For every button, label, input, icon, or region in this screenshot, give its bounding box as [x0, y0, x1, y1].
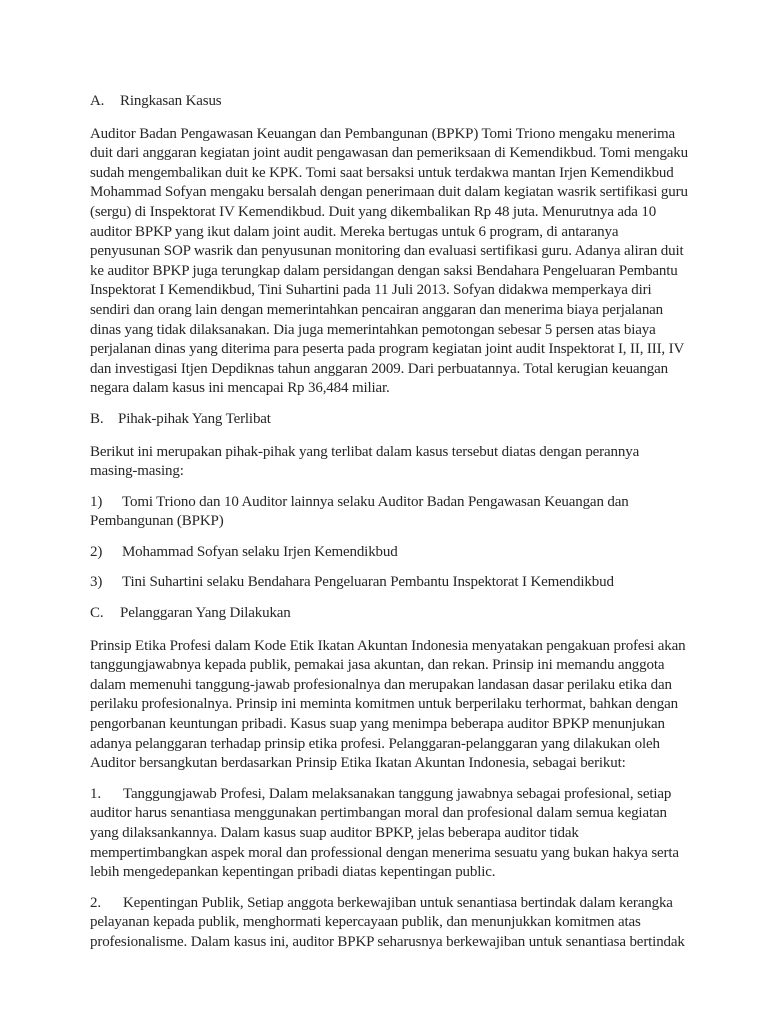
party-item	[90, 543, 688, 563]
party-item-number: 1)	[90, 493, 103, 510]
party-item	[90, 493, 688, 532]
section-c-paragraph: Prinsip Etika Profesi dalam Kode Etik Ikatan Akuntan Indonesia menyatakan pengakuan profesi akan tanggungjawabnya kepada publik, pemakai jasa akuntan, dan rekan. Prinsip ini memandu anggota dalam memenuhi tanggung-jawab profesionalnya dan merupakan landasan dasar perilaku etika dan perilaku profesionalnya. Prinsip ini meminta komitmen untuk berperilaku terhormat, bahkan dengan pengorbanan keuntungan pribadi. Kasus suap yang menimpa beberapa auditor BPKP menunjukan adanya pelanggaran terhadap prinsip etika profesi. Pelanggaran-pelanggaran yang dilakukan oleh Auditor bersangkutan berdasarkan Prinsip Etika Ikatan Akuntan Indonesia, sebagai berikut:	[90, 637, 686, 772]
violation-item-text: Kepentingan Publik, Setiap anggota berkewajiban untuk senantiasa bertindak dalam kerangka pelayanan kepada publik, menghormati kepercayaan publik, dan menunjukkan komitmen atas profesionalisme. Dalam kasus ini, auditor BPKP seharusnya berkewajiban untuk senantiasa bertindak	[90, 894, 685, 950]
section-a-paragraph: Auditor Badan Pengawasan Keuangan dan Pembangunan (BPKP) Tomi Triono mengaku menerima duit dari anggaran kegiatan joint audit pengawasan dan pemeriksaan di Kemendikbud. Tomi mengaku sudah mengembalikan duit ke KPK. Tomi saat bersaksi untuk terdakwa mantan Irjen Kemendikbud Mohammad Sofyan mengaku bersalah dengan penerimaan duit dalam kegiatan wasrik sertifikasi guru (sergu) di Inspektorat IV Kemendikbud. Duit yang dikembalikan Rp 48 juta. Menurutnya ada 10 auditor BPKP yang ikut dalam joint audit. Mereka bertugas untuk 6 program, di antaranya penyusunan SOP wasrik dan penyusunan monitoring dan evaluasi sertifikasi guru. Adanya aliran duit ke auditor BPKP juga terungkap dalam persidangan dengan saksi Bendahara Pengeluaran Pembantu Inspektorat I Kemendikbud, Tini Suhartini pada 11 Juli 2013. Sofyan didakwa memperkaya diri sendiri dan orang lain dengan memerintahkan pencairan anggaran dan menerima biaya perjalanan dinas yang tidak dilaksanakan. Dia juga memerintahkan pemotongan sebesar 5 persen atas biaya perjalanan dinas yang diterima para peserta pada program kegiatan joint audit Inspektorat I, II, III, IV dan investigasi Itjen Depdiknas tahun anggaran 2009. Dari perbuatannya. Total kerugian keuangan negara dalam kasus ini mencapai Rp 36,484 miliar.	[90, 125, 688, 397]
party-item-text: Tini Suhartini selaku Bendahara Pengeluaran Pembantu Inspektorat I Kemendikbud	[122, 574, 614, 591]
violation-item-number: 1.	[90, 785, 101, 802]
party-item-text: Tomi Triono dan 10 Auditor lainnya selaku Auditor Badan Pengawasan Keuangan dan Pembangunan (BPKP)	[90, 493, 629, 530]
section-b-title: Pihak-pihak Yang Terlibat	[118, 410, 271, 427]
violation-item	[90, 785, 688, 883]
section-a-number: A.	[90, 93, 105, 109]
section-a-title: Ringkasan Kasus	[120, 93, 222, 109]
violation-item-number: 2.	[90, 894, 101, 911]
section-c-heading	[90, 604, 688, 624]
party-item	[90, 573, 688, 593]
party-item-number: 3)	[90, 574, 103, 591]
section-b-intro: Berikut ini merupakan pihak-pihak yang terlibat dalam kasus tersebut diatas dengan perannya masing-masing:	[90, 443, 640, 480]
section-c-title: Pelanggaran Yang Dilakukan	[120, 605, 291, 622]
party-item-text: Mohammad Sofyan selaku Irjen Kemendikbud	[122, 543, 398, 560]
violation-item-text: Tanggungjawab Profesi, Dalam melaksanakan tanggung jawabnya sebagai profesional, setiap auditor harus senantiasa menggunakan pertimbangan moral dan profesional dalam semua kegiatan yang dilaksankannya. Dalam kasus suap auditor BPKP, jelas beberapa auditor tidak mempertimbangkan aspek moral dan professional dengan menerima sesuatu yang bukan hakya serta lebih mengedepankan kepentingan pribadi diatas kepentingan public.	[90, 785, 679, 881]
section-c-number: C.	[90, 605, 104, 622]
violation-item	[90, 894, 688, 953]
section-a-heading	[90, 92, 688, 112]
section-b-number: B.	[90, 410, 104, 427]
section-b-heading	[90, 410, 688, 430]
party-item-number: 2)	[90, 543, 103, 560]
